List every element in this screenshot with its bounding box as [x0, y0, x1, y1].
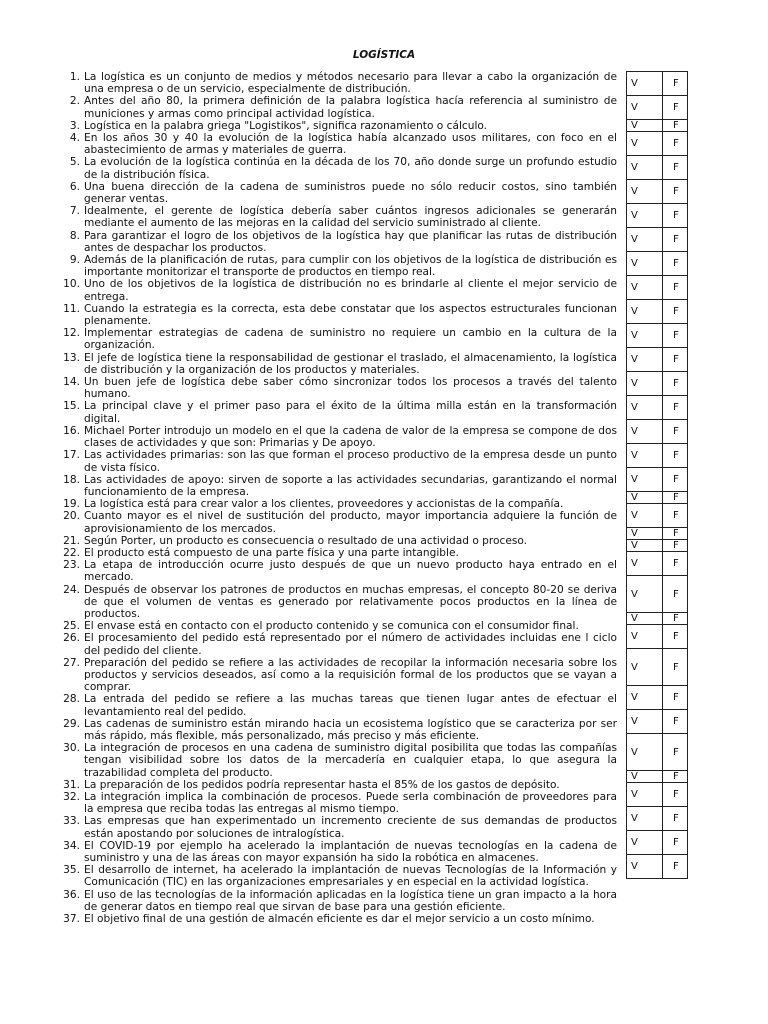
true-option[interactable]: V [627, 504, 663, 528]
question-item [56, 547, 617, 559]
question-number: 10. [63, 278, 80, 291]
answer-row [627, 576, 688, 613]
answer-table [626, 71, 688, 879]
true-option[interactable]: V [627, 228, 663, 252]
answer-row [627, 613, 688, 625]
question-number: 21. [63, 534, 80, 547]
question-number: 5. [69, 156, 80, 169]
answer-row [627, 132, 688, 156]
false-option[interactable]: F [663, 420, 688, 444]
false-option[interactable]: F [663, 783, 688, 807]
false-option[interactable]: F [663, 540, 688, 552]
false-option[interactable]: F [663, 396, 688, 420]
question-item [56, 815, 617, 839]
true-option[interactable]: V [627, 625, 663, 649]
question-text: La integración de procesos en una cadena de suministro digital posibilita que todas las compañías tengan visibilidad sobre los datos de la mercadería en cualquier etapa, lo que asegura la trazabilidad completa del producto. [84, 742, 617, 779]
question-text: Las actividades de apoyo: sirven de soporte a las actividades secundarias, garantizando el normal funcionamiento de la empresa. [84, 473, 617, 498]
false-option[interactable]: F [663, 528, 688, 540]
question-text: Cuando la estrategia es la correcta, esta debe constatar que los aspectos estructurales funcionan plenamente. [84, 302, 617, 328]
answer-row [627, 444, 688, 468]
question-text: Un buen jefe de logística debe saber cómo sincronizar todos los procesos a través del talento humano. [84, 376, 617, 401]
question-text: El uso de las tecnologías de la información aplicadas en la logística tiene un gran impacto a la hora de generar datos en tiempo real que sirvan de base para una gestión eficiente. [84, 888, 617, 913]
question-number: 29. [63, 717, 80, 730]
question-item [56, 71, 617, 95]
question-item [56, 913, 617, 925]
question-text: La preparación de los pedidos podría representar hasta el 85% de los gastos de depósito. [84, 778, 560, 791]
answer-row [627, 855, 688, 879]
question-text: Una buena dirección de la cadena de suministros puede no sólo reducir costos, sino también generar ventas. [84, 180, 617, 206]
false-option[interactable]: F [663, 228, 688, 252]
false-option[interactable]: F [663, 649, 688, 686]
false-option[interactable]: F [663, 252, 688, 276]
false-option[interactable]: F [663, 468, 688, 492]
true-option[interactable]: V [627, 396, 663, 420]
answer-row [627, 180, 688, 204]
answer-row [627, 300, 688, 324]
true-option[interactable]: V [627, 686, 663, 710]
question-item [56, 632, 617, 656]
question-number: 30. [63, 742, 80, 755]
question-item [56, 425, 617, 449]
question-number: 14. [63, 376, 80, 389]
question-text: Preparación del pedido se refiere a las actividades de recopilar la información necesaria sobre los productos y servicios deseados, así como a la requisición formal de los productos que se vayan a comprar. [84, 656, 617, 694]
question-text: Uno de los objetivos de la logística de distribución no es brindarle al cliente el mejor servicio de entrega. [84, 278, 617, 303]
false-option[interactable]: F [663, 276, 688, 300]
question-item [56, 693, 617, 717]
page-title: LOGÍSTICA [352, 49, 416, 61]
question-item [56, 779, 617, 791]
question-item [56, 156, 617, 180]
question-item [56, 254, 617, 278]
question-number: 7. [69, 205, 80, 218]
question-item [56, 303, 617, 327]
question-text: Idealmente, el gerente de logística debería saber cuántos ingresos adicionales se generarán mediante el aumento de las mejoras en la calidad del servicio suministrado al cliente. [84, 205, 617, 230]
false-option[interactable]: F [663, 180, 688, 204]
question-number: 24. [63, 583, 80, 596]
false-option[interactable]: F [663, 492, 688, 504]
question-item [56, 95, 617, 119]
true-option[interactable]: V [627, 831, 663, 855]
question-number: 37. [63, 913, 80, 926]
false-option[interactable]: F [663, 348, 688, 372]
question-number: 9. [69, 254, 80, 267]
question-text: El envase está en contacto con el producto contenido y se comunica con el consumidor final. [84, 620, 579, 633]
true-option[interactable]: V [627, 276, 663, 300]
question-number: 26. [63, 632, 80, 645]
answer-row [627, 504, 688, 528]
answer-row [627, 783, 688, 807]
question-text: La entrada del pedido se refiere a las muchas tareas que tienen lugar antes de efectuar el levantamiento real del pedido. [84, 693, 617, 718]
answer-row [627, 710, 688, 734]
false-option[interactable]: F [663, 444, 688, 468]
question-number: 16. [63, 424, 80, 437]
false-option[interactable]: F [663, 132, 688, 156]
question-item [56, 474, 617, 498]
answer-row [627, 228, 688, 252]
false-option[interactable]: F [663, 120, 688, 132]
answer-row [627, 276, 688, 300]
question-list [56, 71, 617, 925]
question-text: En los años 30 y 40 la evolución de la logística había alcanzado usos militares, con foco en el abastecimiento de armas y materiales de guerra. [84, 132, 617, 157]
question-text: La evolución de la logística continúa en la década de los 70, año donde surge un profundo estudio de la distribución física. [84, 156, 617, 181]
question-text: El desarrollo de internet, ha acelerado la implantación de nuevas Tecnologías de la Información y Comunicación (TIC) en las organizaciones empresariales y en especial en la actividad logística. [84, 864, 617, 889]
question-item [56, 657, 617, 694]
answer-row [627, 420, 688, 444]
false-option[interactable]: F [663, 734, 688, 771]
answer-row [627, 96, 688, 120]
question-number: 6. [69, 180, 80, 193]
question-number: 33. [63, 815, 80, 828]
true-option[interactable]: V [627, 96, 663, 120]
answer-row [627, 204, 688, 228]
question-text: El COVID-19 por ejemplo ha acelerado la implantación de nuevas tecnologías en la cadena de suministro y una de las áreas con mayor expansión ha sido la robótica en almacenes. [84, 839, 617, 864]
false-option[interactable]: F [663, 504, 688, 528]
question-number: 32. [63, 790, 80, 803]
true-option[interactable]: V [627, 324, 663, 348]
answer-row [627, 734, 688, 771]
question-number: 25. [63, 620, 80, 633]
question-text: Cuanto mayor es el nivel de sustitución del producto, mayor importancia adquiere la función de aprovisionamiento de los mercados. [84, 510, 617, 535]
true-option[interactable]: V [627, 734, 663, 771]
question-text: Las empresas que han experimentado un incremento creciente de sus demandas de productos están apostando por soluciones de intralogística. [84, 815, 617, 840]
question-item [56, 352, 617, 376]
question-number: 12. [63, 327, 80, 340]
false-option[interactable]: F [663, 576, 688, 613]
answer-row [627, 492, 688, 504]
true-option[interactable]: V [627, 649, 663, 686]
question-text: Michael Porter introdujo un modelo en el que la cadena de valor de la empresa se compone de dos clases de actividades y que son: Primarias y De apoyo. [84, 424, 617, 450]
question-item [56, 278, 617, 302]
true-option[interactable]: V [627, 372, 663, 396]
question-number: 11. [63, 302, 80, 315]
question-item [56, 120, 617, 132]
question-text: Implementar estrategias de cadena de suministro no requiere un cambio en la cultura de la organización. [84, 327, 617, 352]
answer-row [627, 771, 688, 783]
question-number: 20. [63, 510, 80, 523]
answer-row [627, 72, 688, 96]
true-option[interactable]: V [627, 528, 663, 540]
false-option[interactable]: F [663, 855, 688, 879]
true-option[interactable]: V [627, 613, 663, 625]
question-item [56, 559, 617, 583]
question-text: Las cadenas de suministro están mirando hacia un ecosistema logístico que se caracteriza por ser más rápido, más flexible, más personalizado, más preciso y más eficiente. [84, 717, 617, 742]
true-option[interactable]: V [627, 710, 663, 734]
question-number: 17. [63, 449, 80, 462]
false-option[interactable]: F [663, 831, 688, 855]
true-option[interactable]: V [627, 204, 663, 228]
question-item [56, 205, 617, 229]
false-option[interactable]: F [663, 156, 688, 180]
question-text: La logística es un conjunto de medios y métodos necesario para llevar a cabo la organización de una empresa o de un servicio, especialmente de distribución. [84, 71, 617, 96]
question-item [56, 181, 617, 205]
true-option[interactable]: V [627, 468, 663, 492]
answer-row [627, 540, 688, 552]
question-item [56, 620, 617, 632]
question-item [56, 510, 617, 534]
question-item [56, 400, 617, 424]
false-option[interactable]: F [663, 552, 688, 576]
false-option[interactable]: F [663, 686, 688, 710]
question-text: Las actividades primarias: son las que forman el proceso productivo de la empresa desde un punto de vista físico. [84, 449, 617, 474]
true-option[interactable]: V [627, 576, 663, 613]
question-number: 28. [63, 693, 80, 706]
answer-row [627, 156, 688, 180]
question-number: 18. [63, 473, 80, 486]
question-item [56, 498, 617, 510]
answer-row [627, 625, 688, 649]
question-text: El objetivo final de una gestión de almacén eficiente es dar el mejor servicio a un costo mínimo. [84, 913, 595, 926]
true-option[interactable]: V [627, 771, 663, 783]
answer-row [627, 686, 688, 710]
question-item [56, 535, 617, 547]
false-option[interactable]: F [663, 771, 688, 783]
answer-row [627, 372, 688, 396]
question-number: 36. [63, 888, 80, 901]
question-text: El jefe de logística tiene la responsabilidad de gestionar el traslado, el almacenamiento, la logística de distribución y la organización de los productos y materiales. [84, 351, 617, 376]
answer-row [627, 120, 688, 132]
question-item [56, 376, 617, 400]
question-number: 4. [69, 132, 80, 145]
question-text: La logística está para crear valor a los clientes, proveedores y accionistas de la compañía. [84, 498, 564, 511]
question-number: 8. [69, 229, 80, 242]
true-option[interactable]: V [627, 783, 663, 807]
true-option[interactable]: V [627, 552, 663, 576]
question-text: El procesamiento del pedido está representado por el número de actividades incluidas ene l ciclo del pedido del cliente. [84, 632, 617, 657]
true-option[interactable]: V [627, 855, 663, 879]
question-item [56, 791, 617, 815]
question-number: 23. [63, 559, 80, 572]
question-item [56, 742, 617, 779]
question-text: Para garantizar el logro de los objetivos de la logística hay que planificar las rutas de distribución antes de despachar los productos. [84, 229, 617, 254]
true-option[interactable]: V [627, 444, 663, 468]
answer-row [627, 552, 688, 576]
false-option[interactable]: F [663, 372, 688, 396]
question-text: El producto está compuesto de una parte física y una parte intangible. [84, 546, 459, 559]
true-option[interactable]: V [627, 348, 663, 372]
question-text: Antes del año 80, la primera definición de la palabra logística hacía referencia al suministro de municiones y armas como principal actividad logística. [84, 95, 617, 120]
question-text: Después de observar los patrones de productos en muchas empresas, el concepto 80-20 se deriva de que el volumen de ventas es generado por relativamente pocos productos en la línea de productos. [84, 583, 617, 620]
true-option[interactable]: V [627, 72, 663, 96]
question-number: 1. [69, 71, 80, 83]
question-text: La principal clave y el primer paso para el éxito de la última milla están en la transformación digital. [84, 400, 617, 425]
true-option[interactable]: V [627, 807, 663, 831]
true-option[interactable]: V [627, 120, 663, 132]
question-number: 31. [63, 778, 80, 791]
true-option[interactable]: V [627, 156, 663, 180]
false-option[interactable]: F [663, 96, 688, 120]
false-option[interactable]: F [663, 807, 688, 831]
true-option[interactable]: V [627, 492, 663, 504]
answer-row [627, 468, 688, 492]
false-option[interactable]: F [663, 324, 688, 348]
answer-row [627, 396, 688, 420]
true-option[interactable]: V [627, 132, 663, 156]
question-text: La etapa de introducción ocurre justo después de que un nuevo producto haya entrado en el mercado. [84, 559, 617, 584]
false-option[interactable]: F [663, 710, 688, 734]
true-option[interactable]: V [627, 300, 663, 324]
question-text: Según Porter, un producto es consecuencia o resultado de una actividad o proceso. [84, 534, 528, 547]
question-item [56, 718, 617, 742]
question-item [56, 132, 617, 156]
question-item [56, 327, 617, 351]
true-option[interactable]: V [627, 180, 663, 204]
answer-row [627, 324, 688, 348]
question-number: 35. [63, 864, 80, 877]
answer-row [627, 649, 688, 686]
question-number: 13. [63, 351, 80, 364]
question-item [56, 840, 617, 864]
answer-row [627, 528, 688, 540]
false-option[interactable]: F [663, 72, 688, 96]
question-text: Logística en la palabra griega "Logistikos", significa razonamiento o cálculo. [84, 119, 488, 132]
question-number: 15. [63, 400, 80, 413]
true-option[interactable]: V [627, 420, 663, 444]
question-number: 34. [63, 839, 80, 852]
answer-row [627, 252, 688, 276]
question-number: 2. [69, 95, 80, 108]
false-option[interactable]: F [663, 204, 688, 228]
question-item [56, 864, 617, 888]
question-text: La integración implica la combinación de procesos. Puede serla combinación de proveedores para la empresa que reciba todas las entregas al mismo tiempo. [84, 790, 617, 816]
false-option[interactable]: F [663, 300, 688, 324]
false-option[interactable]: F [663, 613, 688, 625]
question-item [56, 230, 617, 254]
question-number: 22. [63, 546, 80, 559]
false-option[interactable]: F [663, 625, 688, 649]
answer-row [627, 807, 688, 831]
question-item [56, 889, 617, 913]
question-number: 3. [69, 119, 80, 132]
true-option[interactable]: V [627, 540, 663, 552]
question-text: Además de la planificación de rutas, para cumplir con los objetivos de la logística de distribución es importante monitorizar el transporte de productos en tiempo real. [84, 254, 617, 279]
question-item [56, 449, 617, 473]
true-option[interactable]: V [627, 252, 663, 276]
question-number: 27. [63, 656, 80, 669]
question-number: 19. [63, 498, 80, 511]
question-item [56, 584, 617, 621]
answer-row [627, 348, 688, 372]
answer-row [627, 831, 688, 855]
